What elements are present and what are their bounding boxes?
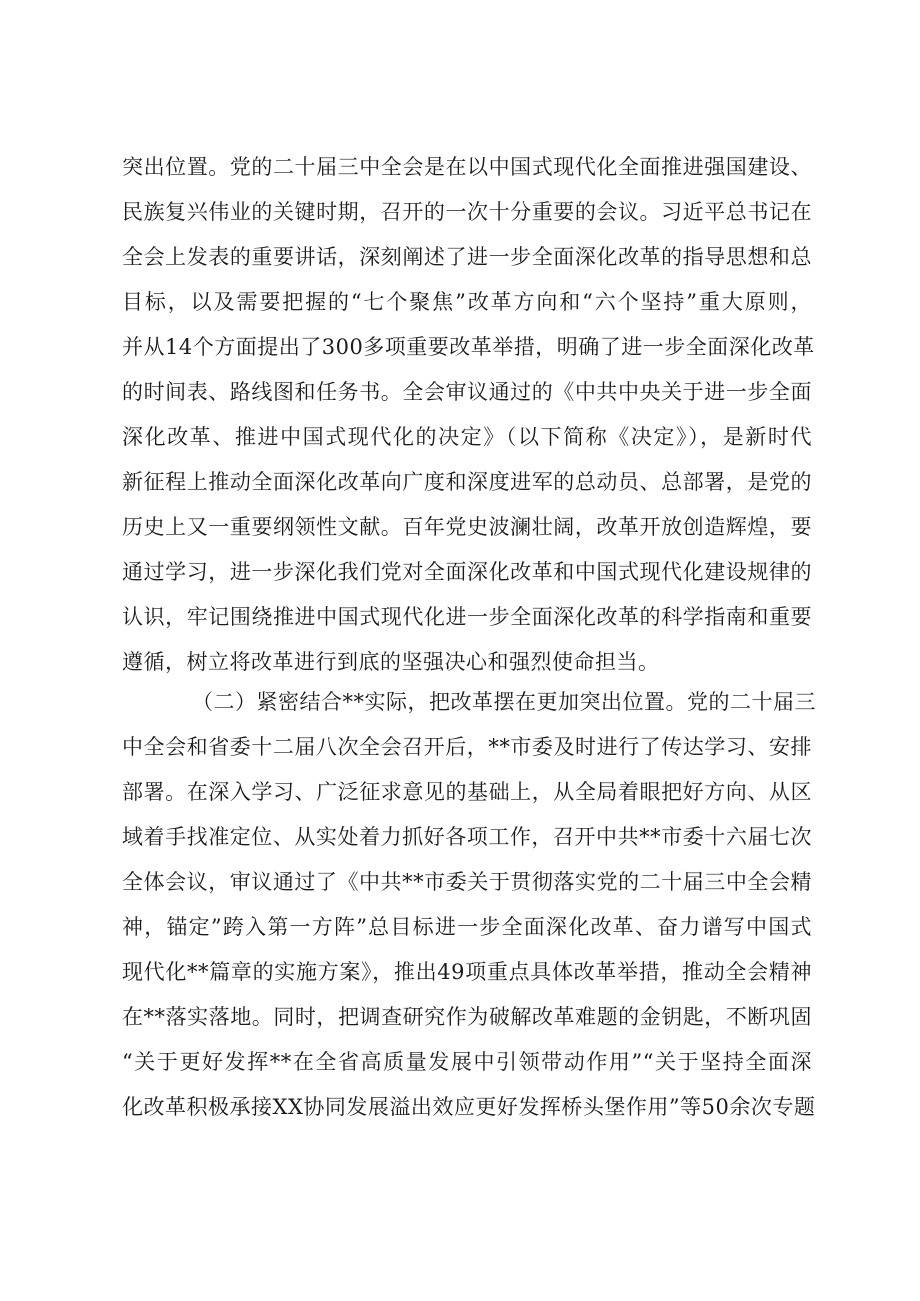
text-line: 认识，牢记围绕推进中国式现代化进一步全面深化改革的科学指南和重要	[122, 605, 812, 629]
text-line: 域着手找准定位、从实处着力抓好各项工作，召开中共**市委十六届七次	[122, 825, 812, 849]
text-line: 部署。在深入学习、广泛征求意见的基础上，从全局着眼把好方向、从区	[122, 780, 812, 804]
text-line: 的时间表、路线图和任务书。全会审议通过的《中共中央关于进一步全面	[122, 380, 812, 404]
text-line: 民族复兴伟业的关键时期，召开的一次十分重要的会议。习近平总书记在	[122, 200, 812, 224]
text-line: 神，锚定”跨入第一方阵”总目标进一步全面深化改革、奋力谱写中国式	[122, 915, 812, 939]
text-line: 新征程上推动全面深化改革向广度和深度进军的总动员、总部署，是党的	[122, 470, 812, 494]
text-line: 并从14个方面提出了300多项重要改革举措，明确了进一步全面深化改革	[122, 335, 815, 359]
text-line: 在**落实落地。同时，把调查研究作为破解改革难题的金钥匙，不断巩固	[122, 1005, 812, 1029]
text-line: 中全会和省委十二届八次全会召开后，**市委及时进行了传达学习、安排	[122, 735, 812, 759]
text-line: 全会上发表的重要讲话，深刻阐述了进一步全面深化改革的指导思想和总	[122, 245, 812, 269]
text-line: 遵循，树立将改革进行到底的坚强决心和强烈使命担当。	[122, 650, 660, 674]
text-line: 全体会议，审议通过了《中共**市委关于贯彻落实党的二十届三中全会精	[122, 870, 812, 894]
text-line: 化改革积极承接XX协同发展溢出效应更好发挥桥头堡作用”等50余次专题	[122, 1095, 816, 1119]
text-line: 现代化**篇章的实施方案》，推出49项重点具体改革举措，推动全会精神	[122, 960, 812, 984]
text-line: 深化改革、推进中国式现代化的决定》（以下简称《决定》），是新时代	[122, 425, 812, 449]
text-line: 突出位置。党的二十届三中全会是在以中国式现代化全面推进强国建设、	[122, 155, 812, 179]
text-line: 历史上又一重要纲领性文献。百年党史波澜壮阔，改革开放创造辉煌，要	[122, 515, 812, 539]
text-line: 目标，以及需要把握的“七个聚焦”改革方向和“六个坚持”重大原则，	[122, 290, 812, 314]
text-line: （二）紧密结合**实际，把改革摆在更加突出位置。党的二十届三	[192, 690, 816, 714]
text-line: 通过学习，进一步深化我们党对全面深化改革和中国式现代化建设规律的	[122, 560, 812, 584]
text-line: “关于更好发挥**在全省高质量发展中引领带动作用”“关于坚持全面深	[122, 1050, 812, 1074]
